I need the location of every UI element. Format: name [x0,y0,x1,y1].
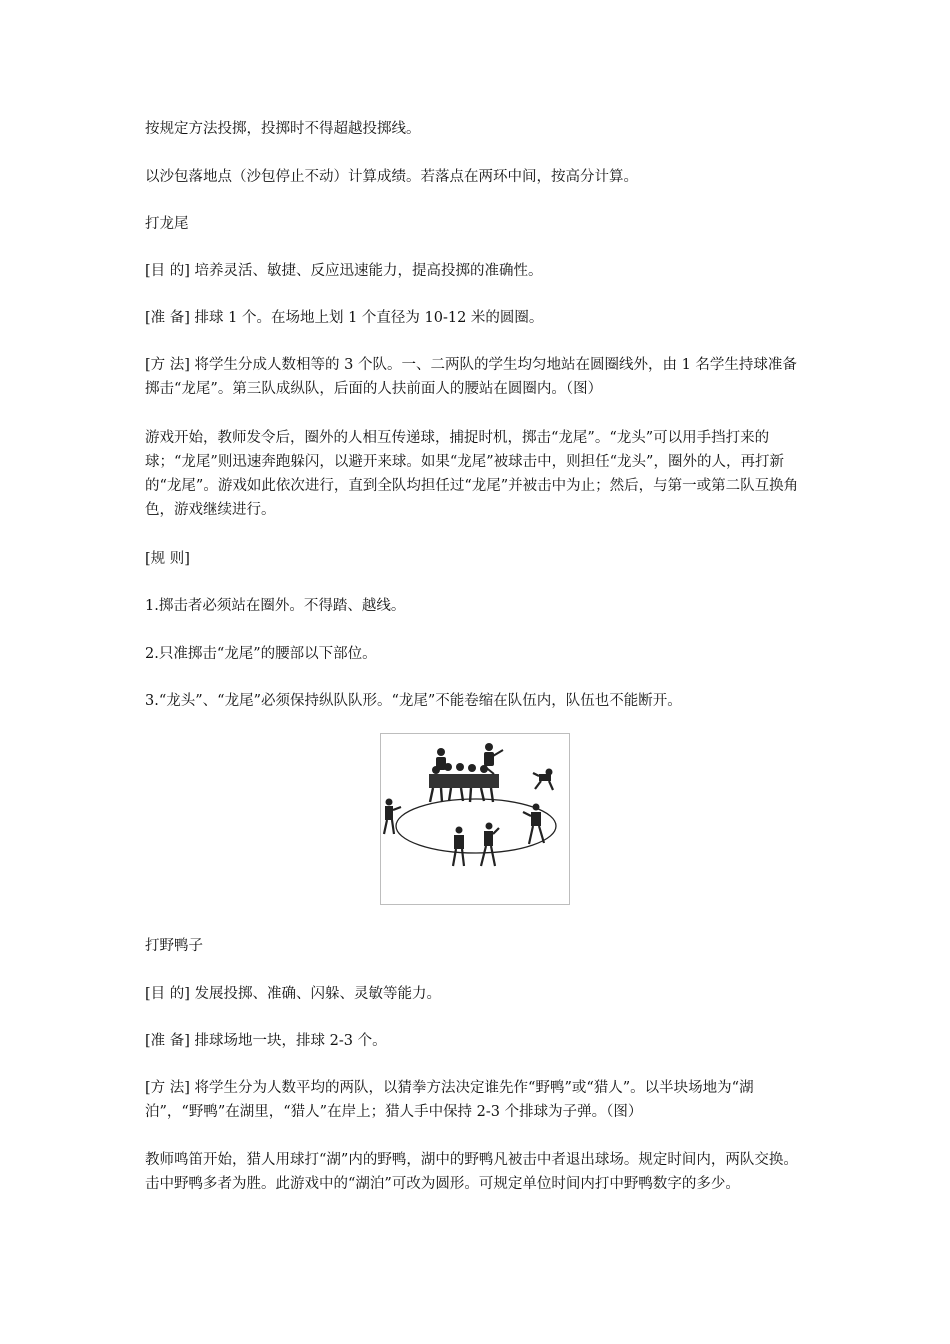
heading-rules: [规 则] [145,551,190,567]
paragraph-preparation-2: [准 备] 排球场地一块，排球 2-3 个。 [145,1033,387,1049]
heading-wild-duck: 打野鸭子 [145,938,203,954]
paragraph-method-1: [方 法] 将学生分成人数相等的 3 个队。一、二两队的学生均匀地站在圆圈线外，由 1 名学生持球准备掷击“龙尾”。第三队成纵队，后面的人扶前面人的腰站在圆圈内。（图） [145,357,797,397]
paragraph-purpose-2: [目 的] 发展投掷、准确、闪躲、灵敏等能力。 [145,986,442,1002]
paragraph-gameplay-1: 游戏开始，教师发令后，圈外的人相互传递球，捕捉时机，掷击“龙尾”。“龙头”可以用手挡打来的球；“龙尾”则迅速奔跑躲闪，以避开来球。如果“龙尾”被球击中，则担任“龙头”，圈外的人，再打新的“龙尾”。游戏如此依次进行，直到全队均担任过“龙尾”并被击中为止；然后，与第一或第二队互换角色，游戏继续进行。 [145,430,799,518]
heading-dragon-tail: 打龙尾 [145,216,189,232]
paragraph-method-2: [方 法] 将学生分为人数平均的两队，以猜拳方法决定谁先作“野鸭”或“猎人”。以半块场地为“湖泊”，“野鸭”在湖里，“猎人”在岸上；猎人手中保持 2-3 个排球为子弹。（图） [145,1080,754,1120]
game-scene-drawing [381,734,569,904]
paragraph-gameplay-2: 教师鸣笛开始，猎人用球打“湖”内的野鸭，湖中的野鸭凡被击中者退出球场。规定时间内，两队交换。击中野鸭多者为胜。此游戏中的“湖泊”可改为圆形。可规定单位时间内打中野鸭数字的多少。 [145,1152,798,1192]
paragraph-preparation-1: [准 备] 排球 1 个。在场地上划 1 个直径为 10-12 米的圆圈。 [145,310,544,326]
paragraph-purpose-1: [目 的] 培养灵活、敏捷、反应迅速能力，提高投掷的准确性。 [145,263,543,279]
paragraph-rule-3: 3.“龙头”、“龙尾”必须保持纵队队形。“龙尾”不能卷缩在队伍内，队伍也不能断开。 [145,693,682,709]
paragraph-rule-1: 1.掷击者必须站在圈外。不得踏、越线。 [145,598,406,614]
paragraph-rule-2: 2.只准掷击“龙尾”的腰部以下部位。 [145,646,377,662]
paragraph-throw-rule: 按规定方法投掷，投掷时不得超越投掷线。 [145,121,421,137]
paragraph-scoring: 以沙包落地点（沙包停止不动）计算成绩。若落点在两环中间，按高分计算。 [145,169,638,185]
dragon-column [429,743,503,802]
dragon-tail-illustration [380,733,570,905]
